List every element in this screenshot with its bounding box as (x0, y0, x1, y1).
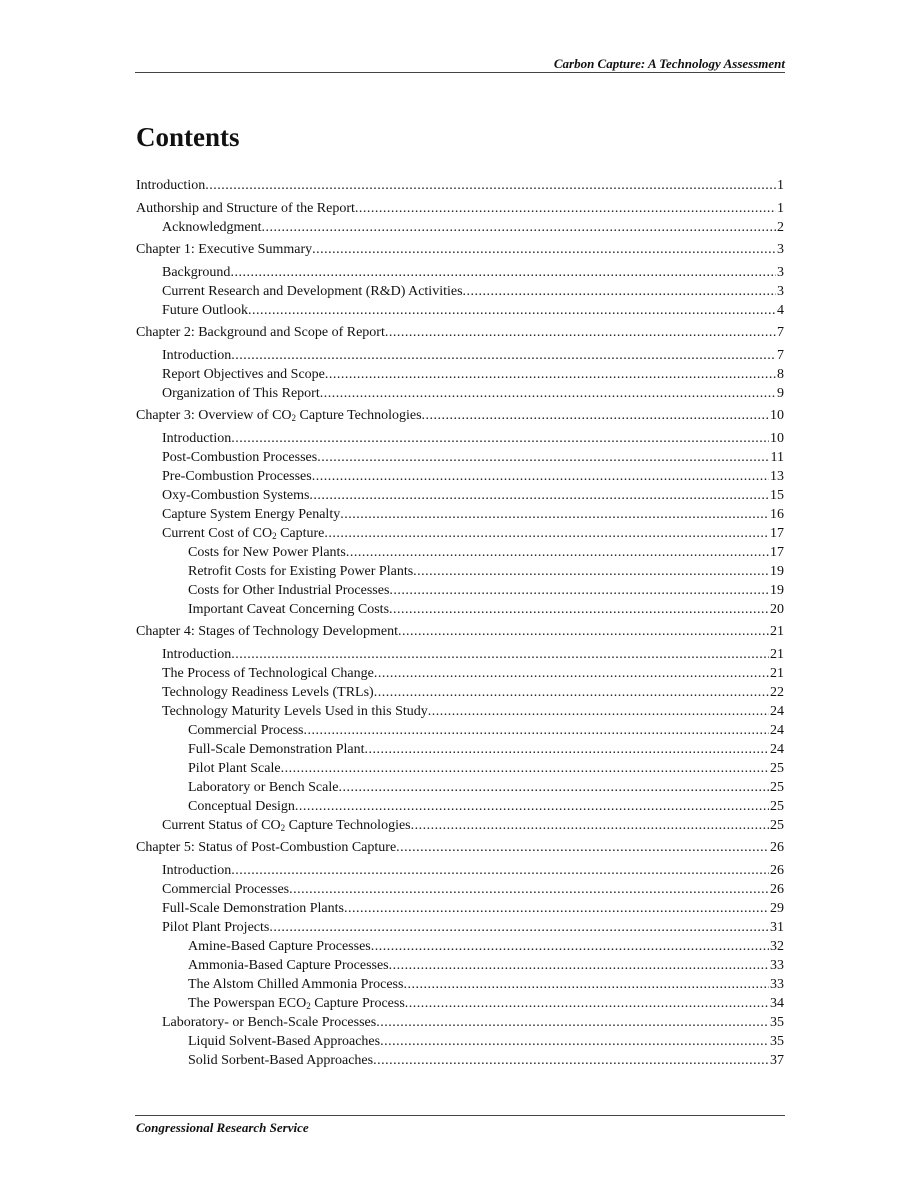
dot-leader (422, 406, 769, 425)
dot-leader (340, 505, 769, 524)
toc-entry-label: Introduction (162, 347, 232, 363)
toc-entry[interactable] (136, 880, 784, 899)
toc-page-number: 9 (777, 385, 784, 401)
toc-entry[interactable] (136, 543, 784, 562)
toc-entry[interactable] (136, 861, 784, 880)
toc-entry-label: Full-Scale Demonstration Plants (162, 900, 344, 916)
toc-entry[interactable] (136, 365, 784, 384)
dot-leader (309, 486, 769, 505)
toc-entry-label: Introduction (162, 862, 232, 878)
toc-entry[interactable] (136, 600, 784, 619)
toc-page-number: 21 (770, 646, 784, 662)
toc-entry-label: Chapter 2: Background and Scope of Report (136, 325, 385, 340)
dot-leader (396, 838, 769, 857)
dot-leader (295, 797, 769, 816)
dot-leader (205, 176, 776, 195)
toc-entry-label: The Alstom Chilled Ammonia Process (188, 976, 404, 992)
toc-entry-label: Chapter 4: Stages of Technology Development (136, 624, 398, 639)
toc-page-number: 25 (770, 798, 784, 814)
toc-page-number: 20 (770, 601, 784, 617)
toc-entry[interactable] (136, 301, 784, 320)
dot-leader (231, 645, 769, 664)
toc-page-number: 22 (770, 684, 784, 700)
dot-leader (231, 861, 769, 880)
toc-entry[interactable] (136, 937, 784, 956)
toc-entry[interactable] (136, 778, 784, 797)
dot-leader (413, 562, 769, 581)
toc-entry-label: Future Outlook (162, 302, 248, 318)
toc-entry[interactable] (136, 218, 784, 237)
footer-source: Congressional Research Service (136, 1120, 309, 1135)
toc-entry[interactable] (136, 323, 784, 342)
toc-page-number: 29 (770, 900, 784, 916)
toc-entry[interactable] (136, 346, 784, 365)
toc-page-number: 33 (770, 957, 784, 973)
dot-leader (325, 365, 776, 384)
dot-leader (389, 956, 769, 975)
toc-entry[interactable] (136, 956, 784, 975)
toc-entry-label: Introduction (162, 430, 232, 446)
table-of-contents (136, 176, 784, 1070)
toc-entry[interactable] (136, 176, 784, 195)
toc-page-number: 17 (770, 525, 784, 541)
dot-leader (320, 384, 776, 403)
toc-entry-label: Capture System Energy Penalty (162, 506, 341, 522)
toc-entry[interactable] (136, 645, 784, 664)
toc-entry-label: Introduction (136, 178, 206, 193)
toc-entry-label: Costs for Other Industrial Processes (188, 582, 390, 598)
toc-entry-label: Authorship and Structure of the Report (136, 200, 355, 216)
toc-page-number: 7 (777, 325, 784, 340)
dot-leader (289, 880, 769, 899)
toc-page-number: 33 (770, 976, 784, 992)
toc-entry[interactable] (136, 721, 784, 740)
dot-leader (312, 240, 776, 259)
toc-entry[interactable] (136, 664, 784, 683)
toc-page-number: 7 (777, 347, 784, 363)
toc-page-number: 25 (770, 779, 784, 795)
toc-page-number: 37 (770, 1052, 784, 1068)
toc-page-number: 13 (770, 468, 784, 484)
toc-page-number: 24 (770, 741, 784, 757)
toc-entry[interactable] (136, 1032, 784, 1051)
toc-page-number: 25 (770, 817, 784, 833)
toc-entry[interactable] (136, 816, 784, 835)
toc-entry[interactable] (136, 384, 784, 403)
toc-page-number: 25 (770, 760, 784, 776)
dot-leader (463, 282, 776, 301)
toc-entry-label: Retrofit Costs for Existing Power Plants (188, 563, 414, 579)
dot-leader (374, 683, 769, 702)
toc-page-number: 17 (770, 544, 784, 560)
toc-page-number: 10 (770, 408, 784, 423)
dot-leader (389, 581, 769, 600)
dot-leader (248, 301, 776, 320)
dot-leader (338, 778, 769, 797)
toc-page-number: 3 (777, 283, 784, 299)
toc-entry[interactable] (136, 740, 784, 759)
toc-entry-label: Conceptual Design (188, 798, 295, 814)
toc-entry[interactable] (136, 448, 784, 467)
dot-leader (312, 467, 769, 486)
dot-leader (373, 1051, 769, 1070)
dot-leader (371, 937, 769, 956)
toc-entry-label: The Process of Technological Change (162, 665, 374, 681)
toc-entry[interactable] (136, 918, 784, 937)
dot-leader (231, 346, 776, 365)
toc-entry-label: The Powerspan $ECO_2$ Capture Process (188, 995, 405, 1011)
dot-leader (376, 1013, 769, 1032)
toc-entry-label: Ammonia-Based Capture Processes (188, 957, 389, 973)
dot-leader (262, 218, 776, 237)
page-title: Contents (136, 122, 240, 152)
toc-entry-label: Acknowledgment (162, 219, 262, 235)
toc-page-number: 21 (770, 665, 784, 681)
toc-page-number: 31 (770, 919, 784, 935)
toc-page-number: 19 (770, 563, 784, 579)
toc-entry-label: Chapter 3: Overview of $CO_2$ Capture Technologies (136, 408, 422, 423)
toc-entry-label: Background (162, 264, 231, 280)
toc-entry[interactable] (136, 994, 784, 1013)
dot-leader (411, 816, 769, 835)
toc-page-number: 19 (770, 582, 784, 598)
toc-entry-label: Solid Sorbent-Based Approaches (188, 1052, 374, 1068)
toc-entry[interactable] (136, 199, 784, 218)
toc-entry-label: Important Caveat Concerning Costs (188, 601, 390, 617)
toc-entry-label: Chapter 1: Executive Summary (136, 242, 313, 257)
toc-entry-label: Pilot Plant Projects (162, 919, 270, 935)
toc-page-number: 2 (777, 219, 784, 235)
toc-entry-label: Current Cost of $CO_2$ Capture (162, 525, 325, 541)
toc-entry-label: Laboratory or Bench Scale (188, 779, 339, 795)
toc-entry[interactable] (136, 486, 784, 505)
toc-entry[interactable] (136, 622, 784, 641)
toc-entry-label: Pre-Combustion Processes (162, 468, 312, 484)
toc-entry[interactable] (136, 1013, 784, 1032)
toc-page-number: 16 (770, 506, 784, 522)
toc-entry[interactable] (136, 282, 784, 301)
toc-page-number: 26 (770, 862, 784, 878)
toc-entry-label: Technology Maturity Levels Used in this Study (162, 703, 428, 719)
dot-leader (389, 600, 769, 619)
toc-entry-label: Current Status of $CO_2$ Capture Technologies (162, 817, 411, 833)
toc-entry-label: Full-Scale Demonstration Plant (188, 741, 365, 757)
dot-leader (385, 323, 776, 342)
dot-leader (269, 918, 769, 937)
toc-entry-label: Chapter 5: Status of Post-Combustion Capture (136, 840, 397, 855)
toc-entry[interactable] (136, 899, 784, 918)
toc-page-number: 3 (777, 242, 784, 257)
toc-entry[interactable] (136, 467, 784, 486)
toc-page-number: 26 (770, 840, 784, 855)
toc-entry-label: Liquid Solvent-Based Approaches (188, 1033, 381, 1049)
toc-page-number: 32 (770, 938, 784, 954)
toc-page-number: 8 (777, 366, 784, 382)
dot-leader (230, 263, 776, 282)
footer-rule (135, 1115, 785, 1116)
toc-entry-label: Current Research and Development (R&D) Activities (162, 283, 463, 299)
toc-entry[interactable] (136, 797, 784, 816)
toc-entry-label: Post-Combustion Processes (162, 449, 318, 465)
toc-entry-label: Report Objectives and Scope (162, 366, 325, 382)
toc-entry-label: Amine-Based Capture Processes (188, 938, 371, 954)
header-rule (135, 72, 785, 73)
toc-entry-label: Laboratory- or Bench-Scale Processes (162, 1014, 377, 1030)
toc-entry[interactable] (136, 524, 784, 543)
dot-leader (405, 994, 769, 1013)
toc-entry[interactable] (136, 975, 784, 994)
toc-page-number: 3 (777, 264, 784, 280)
toc-page-number: 35 (770, 1014, 784, 1030)
toc-entry-label: Costs for New Power Plants (188, 544, 346, 560)
toc-page-number: 34 (770, 995, 784, 1011)
dot-leader (324, 524, 769, 543)
toc-entry-label: Commercial Processes (162, 881, 290, 897)
toc-entry[interactable] (136, 581, 784, 600)
toc-entry[interactable] (136, 263, 784, 282)
toc-entry-label: Technology Readiness Levels (TRLs) (162, 684, 374, 700)
toc-entry[interactable] (136, 838, 784, 857)
toc-entry[interactable] (136, 702, 784, 721)
dot-leader (231, 429, 769, 448)
dot-leader (374, 664, 769, 683)
dot-leader (281, 759, 769, 778)
toc-entry-label: Oxy-Combustion Systems (162, 487, 310, 503)
toc-page-number: 35 (770, 1033, 784, 1049)
dot-leader (344, 899, 769, 918)
toc-entry[interactable] (136, 759, 784, 778)
dot-leader (303, 721, 769, 740)
toc-entry[interactable] (136, 505, 784, 524)
running-header: Carbon Capture: A Technology Assessment (553, 56, 785, 71)
dot-leader (403, 975, 769, 994)
toc-entry[interactable] (136, 683, 784, 702)
dot-leader (317, 448, 769, 467)
toc-page-number: 24 (770, 722, 784, 738)
toc-page-number: 24 (770, 703, 784, 719)
toc-page-number: 1 (777, 200, 784, 216)
toc-page-number: 10 (770, 430, 784, 446)
toc-page-number: 11 (770, 449, 784, 465)
toc-page-number: 4 (777, 302, 784, 318)
dot-leader (346, 543, 769, 562)
toc-entry[interactable] (136, 1051, 784, 1070)
dot-leader (428, 702, 769, 721)
toc-entry[interactable] (136, 406, 784, 425)
toc-entry[interactable] (136, 429, 784, 448)
dot-leader (355, 199, 776, 218)
toc-page-number: 26 (770, 881, 784, 897)
toc-entry-label: Organization of This Report (162, 385, 320, 401)
toc-entry-label: Introduction (162, 646, 232, 662)
dot-leader (365, 740, 769, 759)
toc-entry-label: Commercial Process (188, 722, 304, 738)
dot-leader (380, 1032, 769, 1051)
dot-leader (398, 622, 769, 641)
toc-entry-label: Pilot Plant Scale (188, 760, 281, 776)
toc-page-number: 1 (777, 178, 784, 193)
toc-page-number: 15 (770, 487, 784, 503)
toc-entry[interactable] (136, 562, 784, 581)
toc-entry[interactable] (136, 240, 784, 259)
toc-page-number: 21 (770, 624, 784, 639)
